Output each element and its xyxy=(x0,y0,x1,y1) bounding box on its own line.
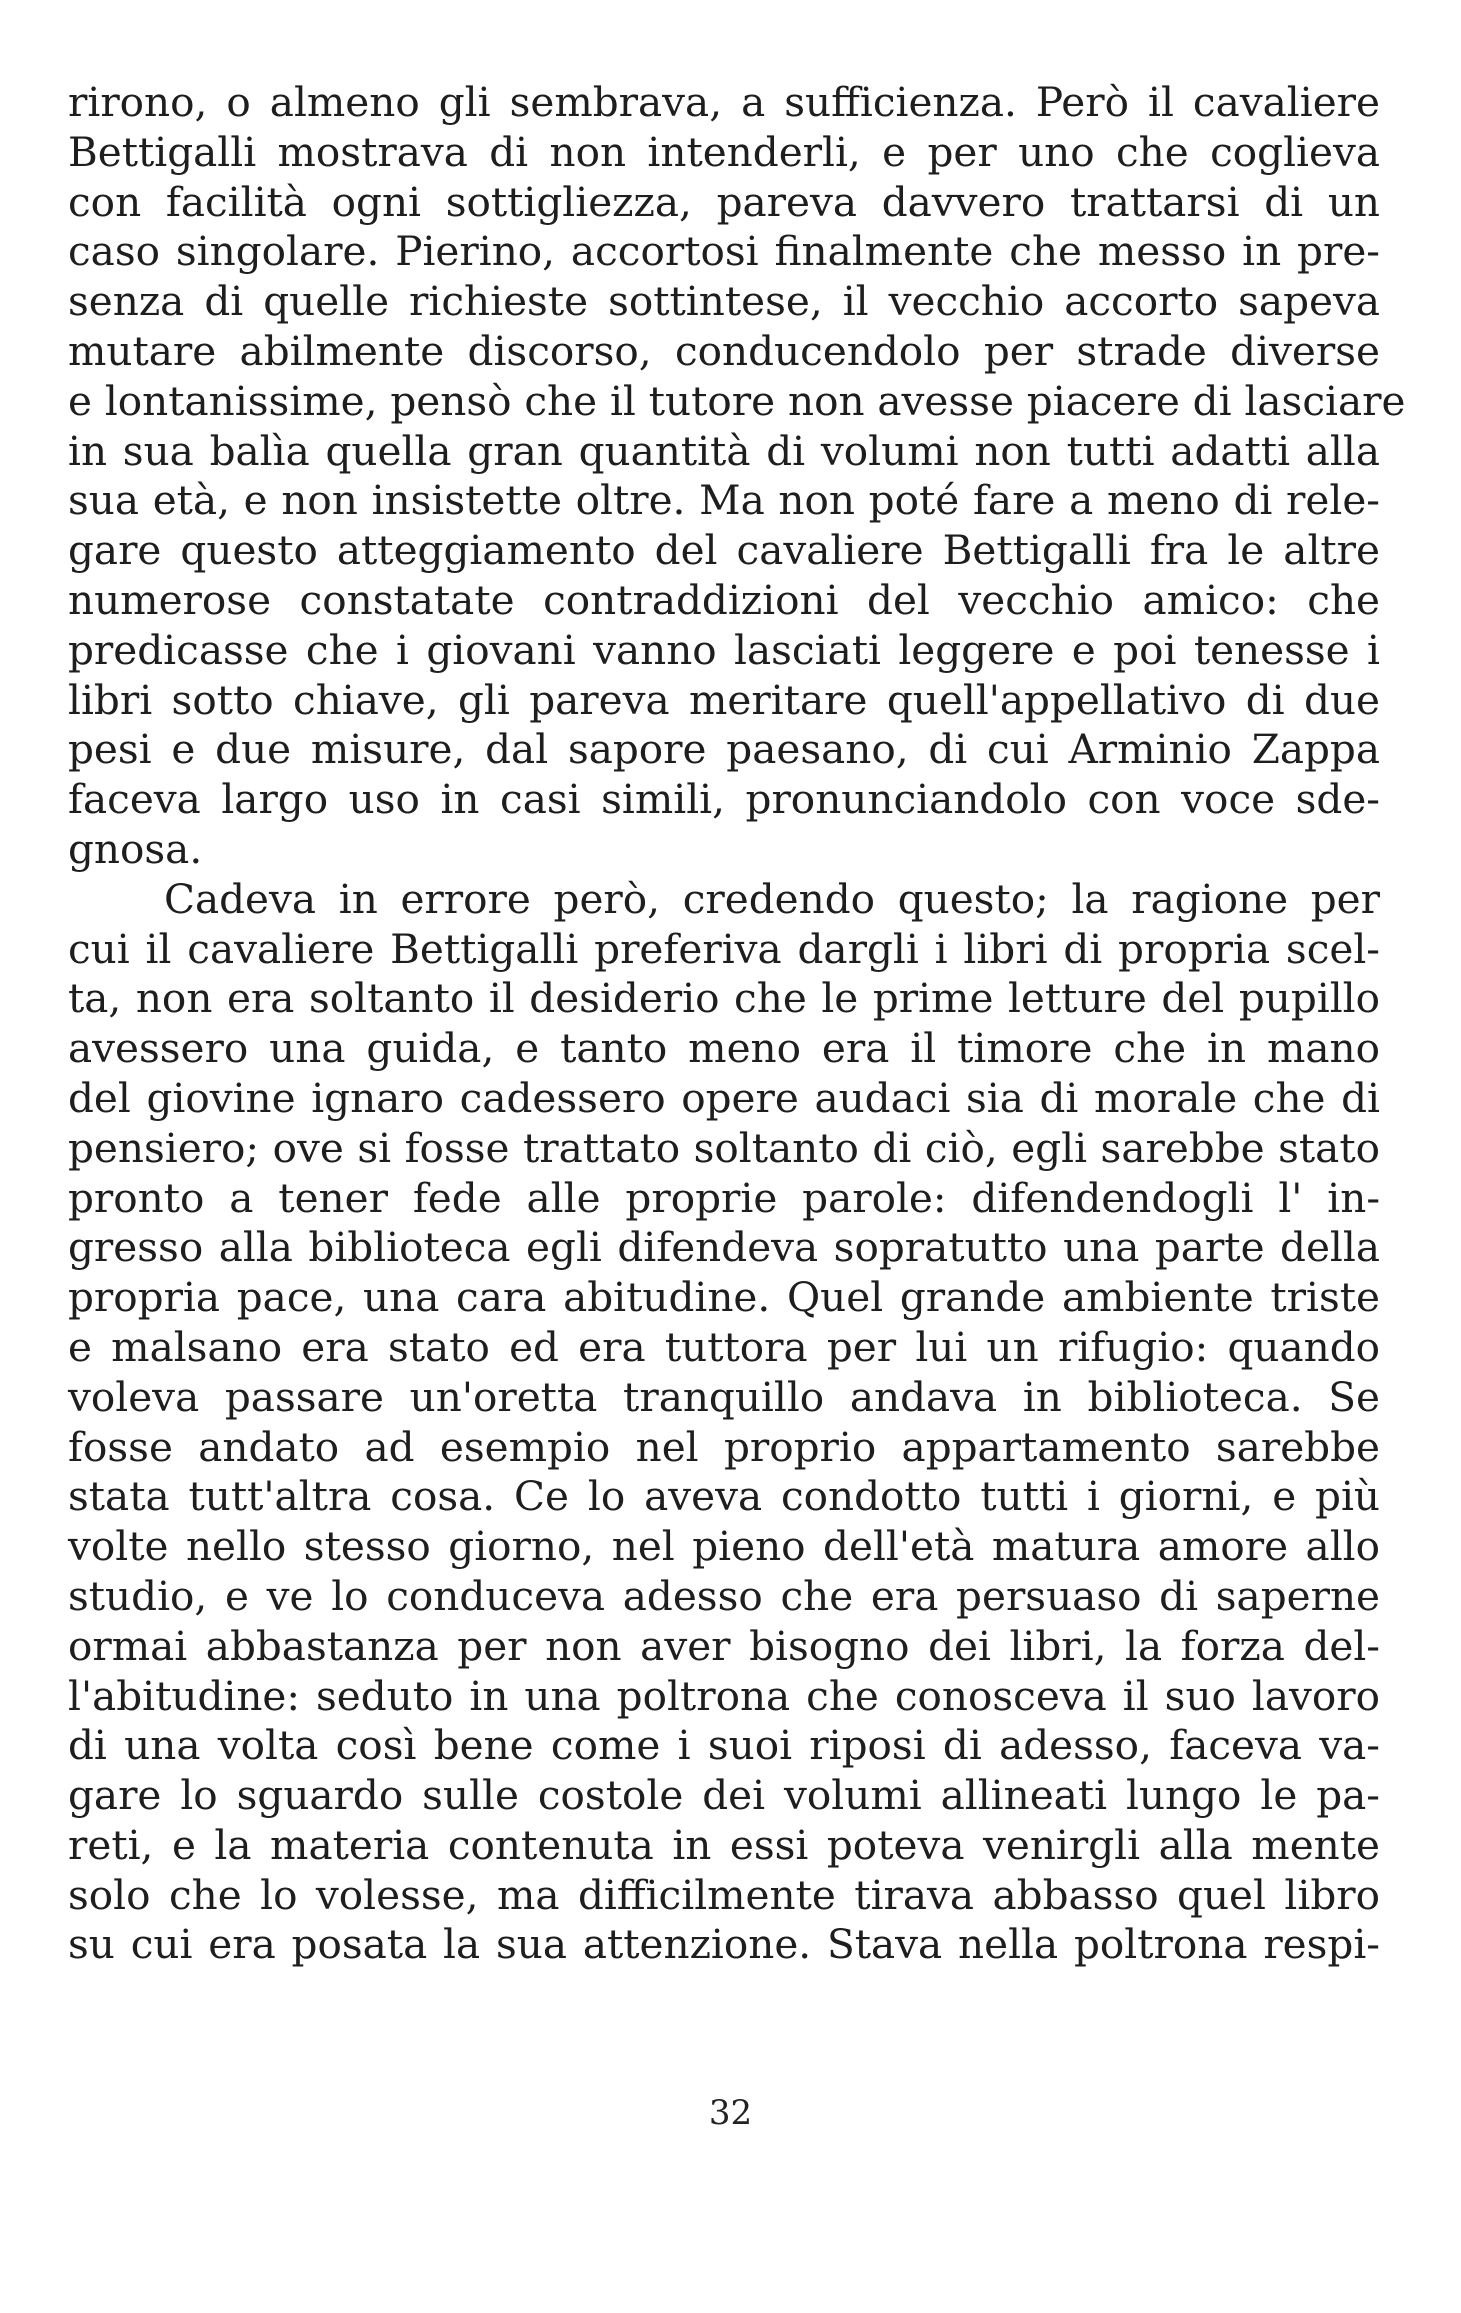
body-text xyxy=(68,78,1406,1970)
paragraph xyxy=(68,78,1406,875)
text-line: ta, non era soltanto il desiderio che le prime letture del pupillo xyxy=(68,974,1380,1023)
page-number: 32 xyxy=(708,2093,753,2133)
text-line: Bettigalli mostrava di non intenderli, e per uno che coglieva xyxy=(68,127,1380,176)
text-line: rirono, o almeno gli sembrava, a sufficienza. Però il cavaliere xyxy=(68,78,1380,126)
text-line: libri sotto chiave, gli pareva meritare quell'appellativo di due xyxy=(68,675,1380,724)
text-line: gnosa. xyxy=(68,824,203,873)
text-line: pensiero; ove si fosse trattato soltanto di ciò, egli sarebbe stato xyxy=(68,1123,1380,1172)
text-line: solo che lo volesse, ma difficilmente tirava abbasso quel libro xyxy=(68,1870,1380,1919)
text-line: con facilità ogni sottigliezza, pareva davvero trattarsi di un xyxy=(68,177,1380,226)
text-line: caso singolare. Pierino, accortosi finalmente che messo in pre- xyxy=(68,227,1380,276)
text-line: cui il cavaliere Bettigalli preferiva dargli i libri di propria scel- xyxy=(68,924,1380,973)
text-line: e lontanissime, pensò che il tutore non avesse piacere di lasciare xyxy=(68,376,1406,425)
text-line: voleva passare un'oretta tranquillo andava in biblioteca. Se xyxy=(68,1372,1380,1421)
text-line: reti, e la materia contenuta in essi poteva venirgli alla mente xyxy=(68,1820,1380,1869)
text-line: senza di quelle richieste sottintese, il vecchio accorto sapeva xyxy=(68,277,1380,326)
paragraph xyxy=(68,875,1380,1971)
text-line: propria pace, una cara abitudine. Quel grande ambiente triste xyxy=(68,1273,1380,1322)
text-line: volte nello stesso giorno, nel pieno dell'età matura amore allo xyxy=(68,1522,1380,1571)
text-line: gare questo atteggiamento del cavaliere Bettigalli fra le altre xyxy=(68,526,1380,575)
text-line: pronto a tener fede alle proprie parole: difendendogli l' in- xyxy=(68,1173,1380,1222)
text-line: in sua balìa quella gran quantità di volumi non tutti adatti alla xyxy=(68,426,1380,475)
text-line: fosse andato ad esempio nel proprio appartamento sarebbe xyxy=(68,1422,1380,1471)
text-line: numerose constatate contraddizioni del vecchio amico: che xyxy=(68,575,1380,624)
text-line: stata tutt'altra cosa. Ce lo aveva condotto tutti i giorni, e più xyxy=(68,1472,1380,1521)
text-line: ormai abbastanza per non aver bisogno dei libri, la forza del- xyxy=(68,1621,1380,1670)
text-line: gresso alla biblioteca egli difendeva sopratutto una parte della xyxy=(68,1223,1380,1272)
text-line: del giovine ignaro cadessero opere audaci sia di morale che di xyxy=(68,1073,1380,1122)
text-line: pesi e due misure, dal sapore paesano, di cui Arminio Zappa xyxy=(68,725,1380,774)
text-line: studio, e ve lo conduceva adesso che era persuaso di saperne xyxy=(68,1571,1380,1620)
text-line: gare lo sguardo sulle costole dei volumi allineati lungo le pa- xyxy=(68,1771,1380,1820)
text-line: mutare abilmente discorso, conducendolo per strade diverse xyxy=(68,326,1380,375)
text-line: su cui era posata la sua attenzione. Stava nella poltrona respi- xyxy=(68,1920,1380,1969)
text-line: l'abitudine: seduto in una poltrona che conosceva il suo lavoro xyxy=(68,1671,1380,1720)
text-line: Cadeva in errore però, credendo questo; la ragione per xyxy=(164,874,1380,923)
text-line: predicasse che i giovani vanno lasciati leggere e poi tenesse i xyxy=(68,625,1380,674)
text-line: faceva largo uso in casi simili, pronunciandolo con voce sde- xyxy=(68,775,1380,824)
text-line: e malsano era stato ed era tuttora per lui un rifugio: quando xyxy=(68,1322,1380,1371)
text-line: avessero una guida, e tanto meno era il timore che in mano xyxy=(68,1024,1380,1073)
text-line: di una volta così bene come i suoi riposi di adesso, faceva va- xyxy=(68,1721,1380,1770)
text-line: sua età, e non insistette oltre. Ma non poté fare a meno di rele- xyxy=(68,476,1380,525)
